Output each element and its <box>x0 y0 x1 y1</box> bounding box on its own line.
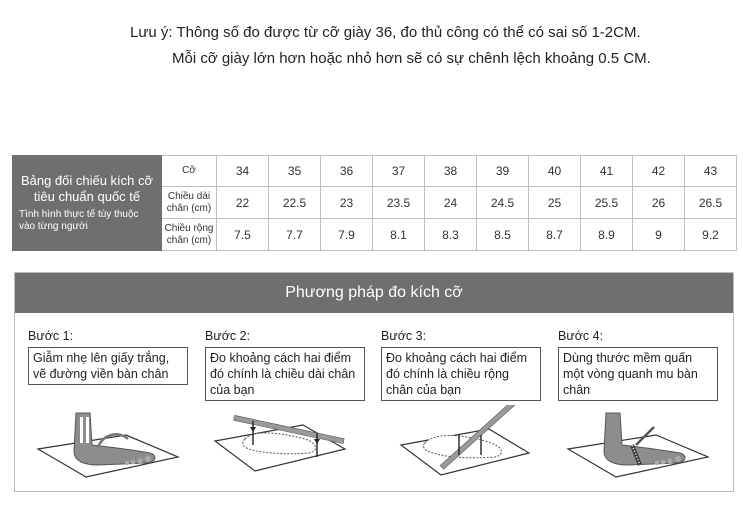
width-cell: 7.7 <box>269 219 321 251</box>
size-cell: 40 <box>529 156 581 187</box>
width-cell: 8.3 <box>425 219 477 251</box>
measure-length-icon <box>205 405 365 479</box>
table-subtitle: Tình hình thực tế tùy thuộc vào từng người <box>19 209 139 232</box>
size-cell: 42 <box>633 156 685 187</box>
note-line-1: Lưu ý: Thông số đo được từ cỡ giày 36, đo thủ công có thể có sai số 1-2CM. <box>130 24 641 41</box>
method-header: Phương pháp đo kích cỡ <box>15 273 733 313</box>
measure-width-icon <box>381 405 541 479</box>
note-line-2: Mỗi cỡ giày lớn hơn hoặc nhỏ hơn sẽ có sự chênh lệch khoảng 0.5 CM. <box>172 50 651 67</box>
length-cell: 25.5 <box>581 187 633 219</box>
step-description: Giẫm nhẹ lên giấy trắng, vẽ đường viền bàn chân <box>28 347 188 385</box>
width-cell: 7.9 <box>321 219 373 251</box>
size-chart-table <box>12 155 737 251</box>
step-description: Đo khoảng cách hai điểm đó chính là chiều rộng chân của bạn <box>381 347 541 401</box>
width-cell: 8.1 <box>373 219 425 251</box>
width-cell: 8.7 <box>529 219 581 251</box>
width-cell: 8.9 <box>581 219 633 251</box>
length-cell: 26.5 <box>685 187 737 219</box>
measurement-method-panel <box>14 272 734 492</box>
size-label: Cỡ <box>162 156 217 187</box>
step-2 <box>205 329 365 479</box>
size-cell: 39 <box>477 156 529 187</box>
step-1 <box>28 329 188 479</box>
length-cell: 26 <box>633 187 685 219</box>
step-description: Dùng thước mềm quấn một vòng quanh mu bàn chân <box>558 347 718 401</box>
step-4 <box>558 329 718 479</box>
step-3 <box>381 329 541 479</box>
length-cell: 22 <box>217 187 269 219</box>
length-cell: 23 <box>321 187 373 219</box>
size-cell: 35 <box>269 156 321 187</box>
step-title: Bước 4: <box>558 329 604 343</box>
length-cell: 23.5 <box>373 187 425 219</box>
tape-around-foot-icon <box>558 405 718 479</box>
foot-on-paper-icon <box>28 405 188 479</box>
width-cell: 9 <box>633 219 685 251</box>
width-label: Chiều rộng chân (cm) <box>162 219 217 251</box>
width-cell: 7.5 <box>217 219 269 251</box>
step-title: Bước 1: <box>28 329 74 343</box>
step-title: Bước 3: <box>381 329 427 343</box>
length-cell: 24.5 <box>477 187 529 219</box>
step-title: Bước 2: <box>205 329 251 343</box>
size-cell: 38 <box>425 156 477 187</box>
size-cell: 36 <box>321 156 373 187</box>
width-cell: 8.5 <box>477 219 529 251</box>
size-cell: 37 <box>373 156 425 187</box>
length-cell: 25 <box>529 187 581 219</box>
length-label: Chiều dài chân (cm) <box>162 187 217 219</box>
size-cell: 34 <box>217 156 269 187</box>
table-row-sizes <box>13 156 737 187</box>
table-title: Bảng đối chiếu kích cỡ tiêu chuẩn quốc tế <box>20 173 154 204</box>
table-title-cell <box>13 156 162 251</box>
length-cell: 24 <box>425 187 477 219</box>
size-cell: 43 <box>685 156 737 187</box>
size-cell: 41 <box>581 156 633 187</box>
step-description: Đo khoảng cách hai điểm đó chính là chiều dài chân của bạn <box>205 347 365 401</box>
length-cell: 22.5 <box>269 187 321 219</box>
width-cell: 9.2 <box>685 219 737 251</box>
